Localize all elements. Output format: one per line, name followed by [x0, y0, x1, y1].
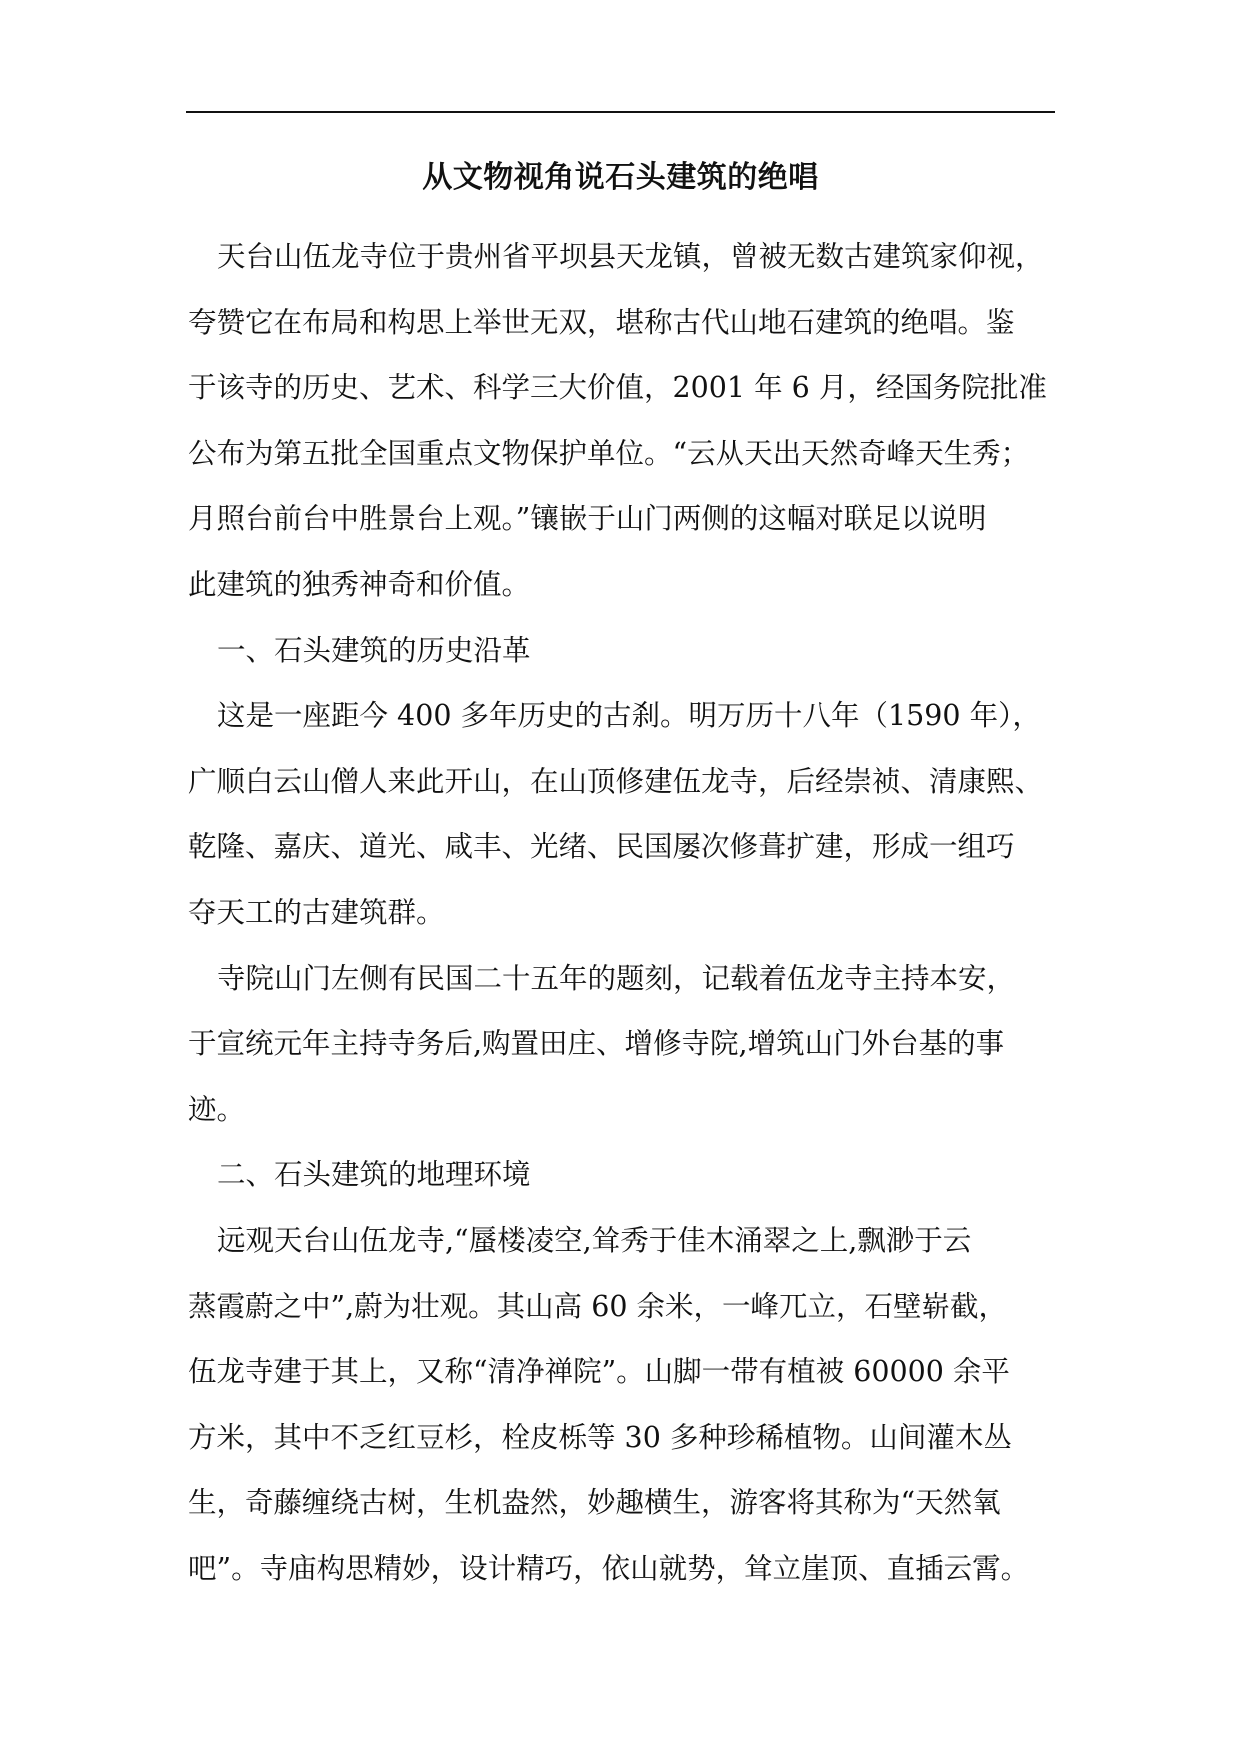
text-line: 于宣统元年主持寺务后,购置田庄、增修寺院,增筑山门外台基的事	[188, 1027, 1005, 1061]
text-line: 月照台前台中胜景台上观。”镶嵌于山门两侧的这幅对联足以说明	[188, 502, 987, 536]
paragraph-history	[188, 683, 1044, 945]
text-line: 此建筑的独秀神奇和价值。	[188, 567, 531, 601]
section-heading-geography	[188, 1142, 1040, 1208]
text-line: 公布为第五批全国重点文物保护单位。“云从天出天然奇峰天生秀；	[188, 436, 1030, 470]
text-line: 天台山伍龙寺位于贵州省平坝县天龙镇，曾被无数古建筑家仰视，	[217, 240, 1044, 273]
text-line: 伍龙寺建于其上，又称“清净禅院”。山脚一带有植被 60000 余平	[188, 1355, 1010, 1389]
paragraph-geography	[188, 1208, 1040, 1602]
text-line: 这是一座距今 400 多年历史的古刹。明万历十八年（1590 年），	[217, 699, 1041, 733]
section-heading: 一、石头建筑的历史沿革	[217, 633, 531, 667]
header-rule	[186, 111, 1055, 113]
paragraph-inscription	[188, 946, 1040, 1143]
text-line: 迹。	[188, 1092, 246, 1126]
text-line: 远观天台山伍龙寺,“蜃楼凌空,耸秀于佳木涌翠之上,飘渺于云	[217, 1223, 972, 1257]
document-body	[188, 224, 1047, 1601]
text-line: 夺天工的古建筑群。	[188, 895, 445, 929]
section-heading: 二、石头建筑的地理环境	[217, 1158, 531, 1192]
text-line: 夸赞它在布局和构思上举世无双，堪称古代山地石建筑的绝唱。鉴	[188, 305, 1015, 339]
text-line: 吧”。寺庙构思精妙，设计精巧，依山就势，耸立崖顶、直插云霄。	[188, 1551, 1030, 1585]
text-line: 寺院山门左侧有民国二十五年的题刻，记载着伍龙寺主持本安，	[217, 961, 1016, 995]
text-line: 乾隆、嘉庆、道光、咸丰、光绪、民国屡次修葺扩建，形成一组巧	[188, 830, 1015, 864]
text-line: 广顺白云山僧人来此开山，在山顶修建伍龙寺，后经崇祯、清康熙、	[188, 764, 1044, 798]
document-title: 从文物视角说石头建筑的绝唱	[422, 160, 819, 195]
text-line: 方米，其中不乏红豆杉，栓皮栎等 30 多种珍稀植物。山间灌木丛	[188, 1420, 1012, 1454]
section-heading-history	[188, 618, 1040, 684]
paragraph-intro	[188, 224, 1047, 618]
text-line: 生，奇藤缠绕古树，生机盎然，妙趣横生，游客将其称为“天然氧	[188, 1486, 1001, 1520]
text-line: 于该寺的历史、艺术、科学三大价值，2001 年 6 月，经国务院批准	[188, 371, 1047, 405]
text-line: 蒸霞蔚之中”,蔚为壮观。其山高 60 余米，一峰兀立，石壁崭截，	[188, 1289, 1008, 1323]
